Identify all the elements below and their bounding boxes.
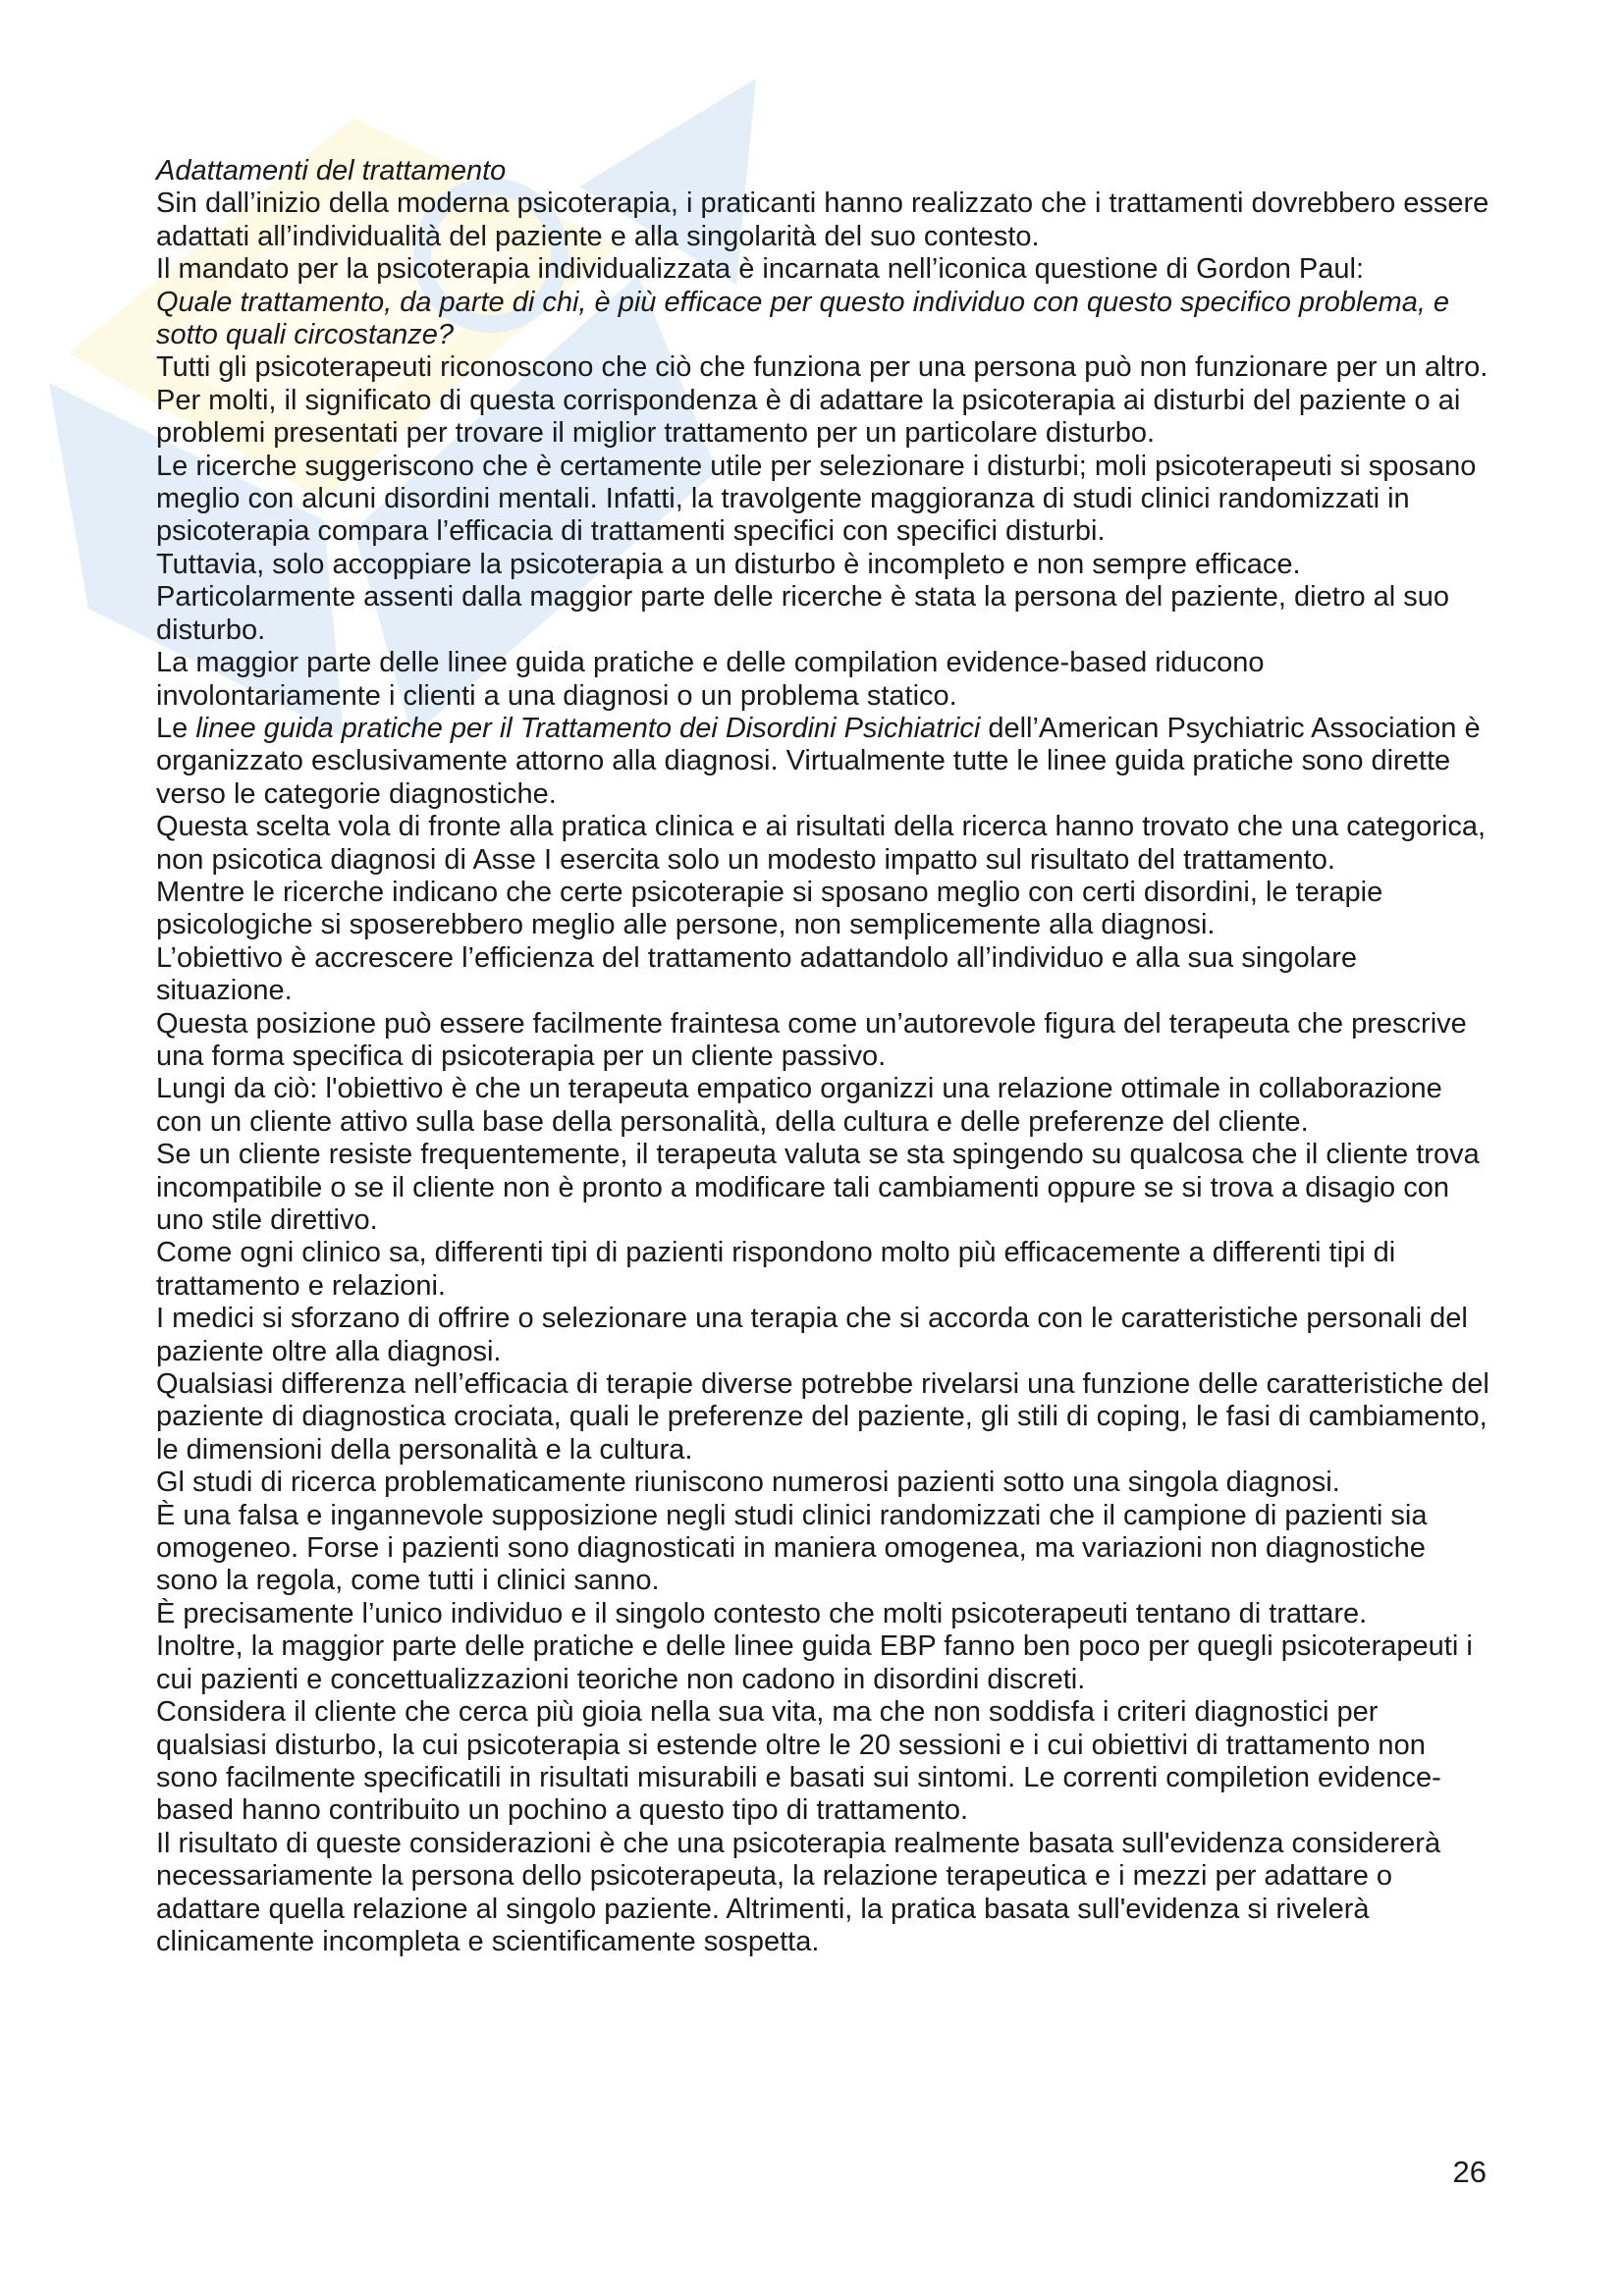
paragraph: Inoltre, la maggior parte delle pratiche e delle linee guida EBP fanno ben poco per quegli psicoterapeuti i cui pazienti e concettualizzazioni teoriche non cadono in disordini discreti. <box>156 1630 1473 1695</box>
apa-prefix: Le <box>156 712 196 744</box>
paragraph: L’obiettivo è accrescere l’efficienza del trattamento adattandolo all’individuo e alla sua singolare situazione. <box>156 941 1358 1007</box>
paragraph: Tutti gli psicoterapeuti riconoscono che ciò che funziona per una persona può non funzionare per un altro. <box>156 351 1489 384</box>
paragraph: Mentre le ricerche indicano che certe psicoterapie si sposano meglio con certi disordini, le terapie psicologiche si sposerebbero meglio alle persone, non semplicemente alla diagnosi. <box>156 876 1383 941</box>
paragraph: Gl studi di ricerca problematicamente riuniscono numerosi pazienti sotto una singola diagnosi. <box>156 1467 1340 1499</box>
paragraph: Il risultato di queste considerazioni è che una psicoterapia realmente basata sull'evidenza considererà necessariamente la persona dello psicoterapeuta, la relazione terapeutica e i mezzi per adattare o adattare quella relazione al singolo paziente. Altrimenti, la pratica basata sull'evidenza si rivelerà clinicamente incompleta e scientificamente sospetta. <box>156 1827 1441 1957</box>
paragraph: Considera il cliente che cerca più gioia nella sua vita, ma che non soddisfa i criteri diagnostici per qualsiasi disturbo, la cui psicoterapia si estende oltre le 20 sessioni e i cui obiettivi di trattamento non sono facilmente specificatili in risultati misurabili e basati sui sintomi. Le correnti compiletion evidence-based hanno contribuito un pochino a questo tipo di trattamento. <box>156 1696 1441 1827</box>
paragraph: I medici si sforzano di offrire o selezionare una terapia che si accorda con le caratteristiche personali del paziente oltre alla diagnosi. <box>156 1303 1468 1367</box>
paragraph: La maggior parte delle linee guida pratiche e delle compilation evidence-based riducono involontariamente i clienti a una diagnosi o un problema statico. <box>156 647 1265 712</box>
paragraph: Il mandato per la psicoterapia individualizzata è incarnata nell’iconica questione di Gordon Paul: <box>156 253 1365 286</box>
apa-guidelines-paragraph <box>156 713 1491 811</box>
apa-guidelines-title: linee guida pratiche per il Trattamento dei Disordini Psichiatrici <box>195 712 981 744</box>
section-heading: Adattamenti del trattamento <box>156 155 507 187</box>
paragraph: Questa scelta vola di fronte alla pratica clinica e ai risultati della ricerca hanno trovato che una categorica, non psicotica diagnosi di Asse I esercita solo un modesto impatto sul risultato del trattamento. <box>156 811 1487 876</box>
paragraph: Se un cliente resiste frequentemente, il terapeuta valuta se sta spingendo su qualcosa che il cliente trova incompatibile o se il cliente non è pronto a modificare tali cambiamenti oppure se si trova a disagio con uno stile direttivo. <box>156 1139 1480 1236</box>
paragraph: Lungi da ciò: l'obiettivo è che un terapeuta empatico organizzi una relazione ottimale in collaborazione con un cliente attivo sulla base della personalità, della cultura e delle preferenze del cliente. <box>156 1073 1442 1138</box>
gordon-paul-quote: Quale trattamento, da parte di chi, è più efficace per questo individuo con questo specifico problema, e sotto quali circostanze? <box>156 286 1450 351</box>
paragraph: Qualsiasi differenza nell’efficacia di terapie diverse potrebbe rivelarsi una funzione delle caratteristiche del paziente di diagnostica crociata, quali le preferenze del paziente, gli stili di coping, le fasi di cambiamento, le dimensioni della personalità e la cultura. <box>156 1368 1489 1466</box>
paragraph: È una falsa e ingannevole supposizione negli studi clinici randomizzati che il campione di pazienti sia omogeneo. Forse i pazienti sono diagnosticati in maniera omogenea, ma variazioni non diagnostiche sono la regola, come tutti i clinici sanno. <box>156 1499 1428 1597</box>
page-number: 26 <box>1452 2155 1487 2189</box>
paragraph: Tuttavia, solo accoppiare la psicoterapia a un disturbo è incompleto e non sempre efficace. <box>156 548 1301 580</box>
paragraph: Sin dall’inizio della moderna psicoterapia, i praticanti hanno realizzato che i trattamenti dovrebbero essere adattati all’individualità del paziente e alla singolarità del suo contesto. <box>156 187 1489 252</box>
apa-suffix: dell’American Psychiatric Association è organizzato esclusivamente attorno alla diagnosi. Virtualmente tutte le linee guida pratiche sono dirette verso le categorie diagnostiche. <box>156 712 1481 810</box>
paragraph: Questa posizione può essere facilmente fraintesa come un’autorevole figura del terapeuta che prescrive una forma specifica di psicoterapia per un cliente passivo. <box>156 1007 1467 1072</box>
paragraph: Le ricerche suggeriscono che è certamente utile per selezionare i disturbi; moli psicoterapeuti si sposano meglio con alcuni disordini mentali. Infatti, la travolgente maggioranza di studi clinici randomizzati in psicoterapia compara l’efficacia di trattamenti specifici con specifici disturbi. <box>156 450 1477 548</box>
paragraph: Particolarmente assenti dalla maggior parte delle ricerche è stata la persona del paziente, dietro al suo disturbo. <box>156 581 1450 646</box>
paragraph: Per molti, il significato di questa corrispondenza è di adattare la psicoterapia ai disturbi del paziente o ai problemi presentati per trovare il miglior trattamento per un particolare disturbo. <box>156 384 1461 450</box>
document-body <box>156 155 1491 1958</box>
paragraph: Come ogni clinico sa, differenti tipi di pazienti rispondono molto più efficacemente a differenti tipi di trattamento e relazioni. <box>156 1237 1396 1302</box>
paragraph: È precisamente l’unico individuo e il singolo contesto che molti psicoterapeuti tentano di trattare. <box>156 1597 1368 1629</box>
